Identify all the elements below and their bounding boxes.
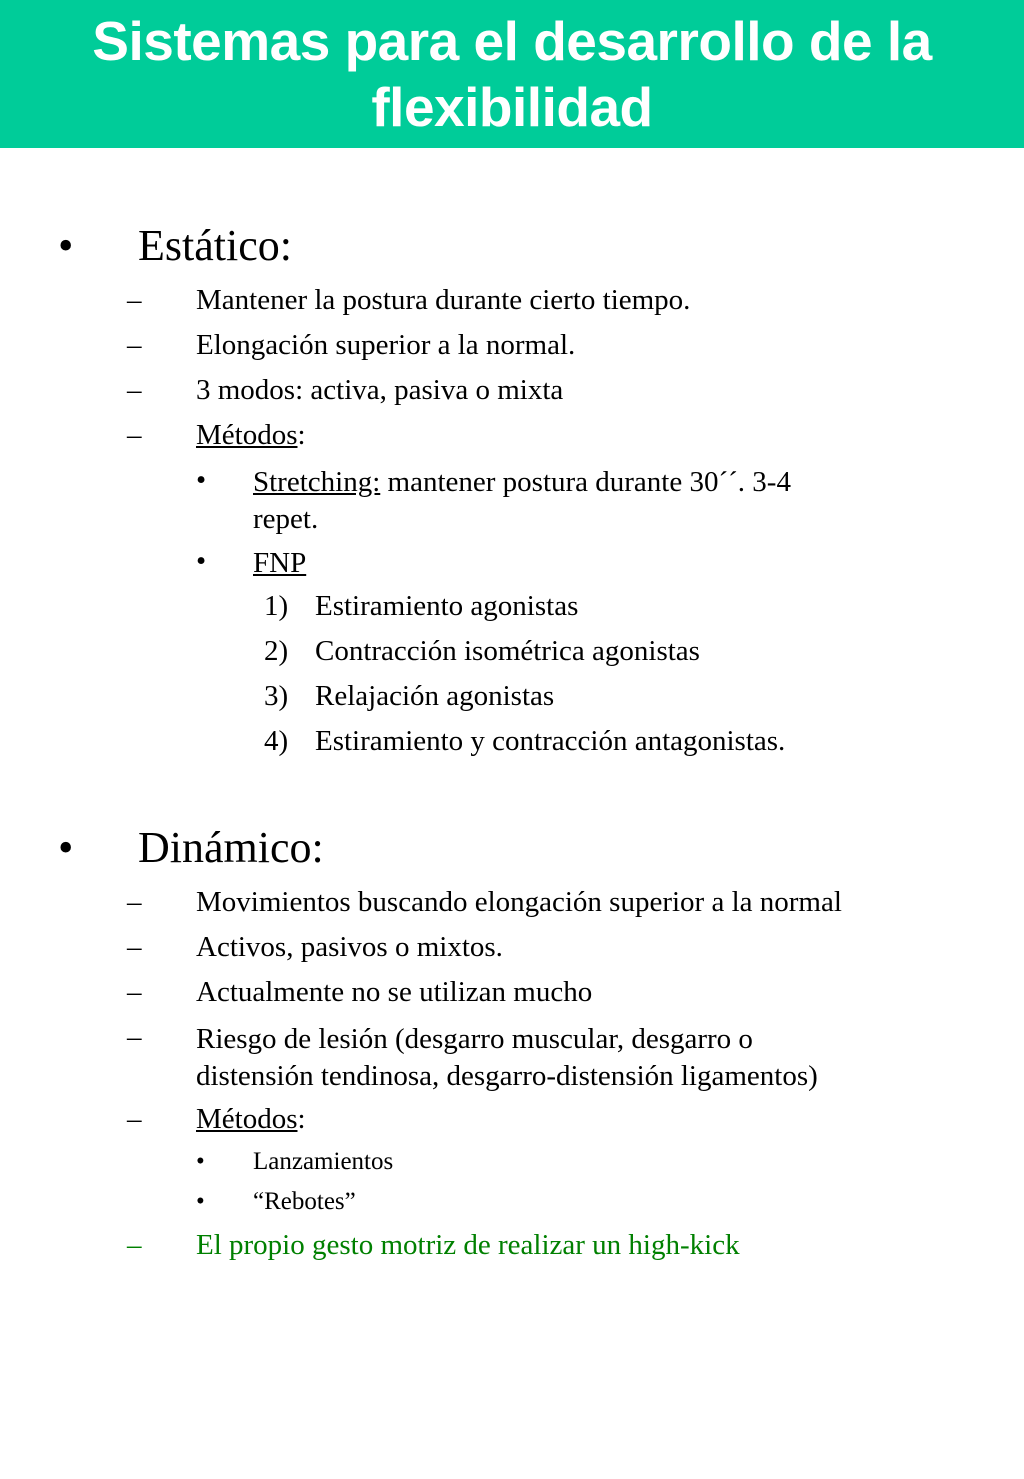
stretching-continuation: repet. — [253, 503, 319, 535]
metodos-label: Métodos — [196, 1103, 298, 1135]
item-text: 3 modos: activa, pasiva o mixta — [196, 374, 564, 406]
step-number: 3) — [264, 680, 289, 712]
dash-marker: – — [127, 1021, 142, 1053]
dash-marker: – — [127, 284, 142, 316]
metodos-label: Métodos — [196, 419, 298, 451]
step-text: Estiramiento agonistas — [315, 590, 579, 622]
metodos-colon: : — [297, 419, 306, 451]
item-text: “Rebotes” — [253, 1188, 356, 1215]
dash-marker: – — [127, 1229, 142, 1261]
dash-marker: – — [127, 1103, 142, 1135]
dash-marker: – — [127, 419, 142, 451]
item-text: Mantener la postura durante cierto tiempo. — [196, 284, 691, 316]
slide-title-line-1: Sistemas para el desarrollo de la — [92, 10, 932, 72]
step-number: 1) — [264, 590, 289, 622]
bullet-marker: • — [196, 1148, 205, 1175]
riesgo-line-1: Riesgo de lesión (desgarro muscular, desgarro o — [196, 1023, 753, 1055]
step-text: Relajación agonistas — [315, 680, 555, 712]
item-text: Actualmente no se utilizan mucho — [196, 976, 593, 1008]
heading-estatico: Estático: — [138, 221, 292, 270]
slide-title-bar — [0, 0, 1024, 148]
step-number: 4) — [264, 725, 289, 757]
step-text: Contracción isométrica agonistas — [315, 635, 700, 667]
step-number: 2) — [264, 635, 289, 667]
stretching-label: Stretching: — [253, 466, 381, 498]
item-text: Lanzamientos — [253, 1148, 394, 1175]
metodos-text — [196, 1103, 306, 1136]
dash-marker: – — [127, 374, 142, 406]
metodos-text — [196, 419, 306, 452]
highlight-text: El propio gesto motriz de realizar un high-kick — [196, 1229, 740, 1261]
slide-title — [92, 8, 931, 140]
slide-title-line-2: flexibilidad — [371, 76, 653, 138]
bullet-marker: • — [58, 221, 74, 270]
fnp-label: FNP — [253, 547, 307, 579]
bullet-marker: • — [58, 823, 74, 872]
dash-marker: – — [127, 886, 142, 918]
bullet-marker: • — [196, 464, 207, 496]
slide-body — [0, 148, 1024, 1479]
heading-dinamico: Dinámico: — [138, 823, 324, 872]
stretching-description: mantener postura durante 30´´. 3-4 — [380, 466, 791, 498]
item-text: Movimientos buscando elongación superior a la normal — [196, 886, 842, 918]
dash-marker: – — [127, 329, 142, 361]
bullet-marker: • — [196, 545, 207, 577]
item-text: Activos, pasivos o mixtos. — [196, 931, 503, 963]
dash-marker: – — [127, 976, 142, 1008]
dash-marker: – — [127, 931, 142, 963]
item-text: Elongación superior a la normal. — [196, 329, 576, 361]
riesgo-text — [196, 1021, 818, 1095]
metodos-colon: : — [297, 1103, 306, 1135]
riesgo-line-2: distensión tendinosa, desgarro-distensión ligamentos) — [196, 1060, 818, 1092]
bullet-marker: • — [196, 1188, 205, 1215]
step-text: Estiramiento y contracción antagonistas. — [315, 725, 786, 757]
stretching-text — [253, 464, 791, 538]
